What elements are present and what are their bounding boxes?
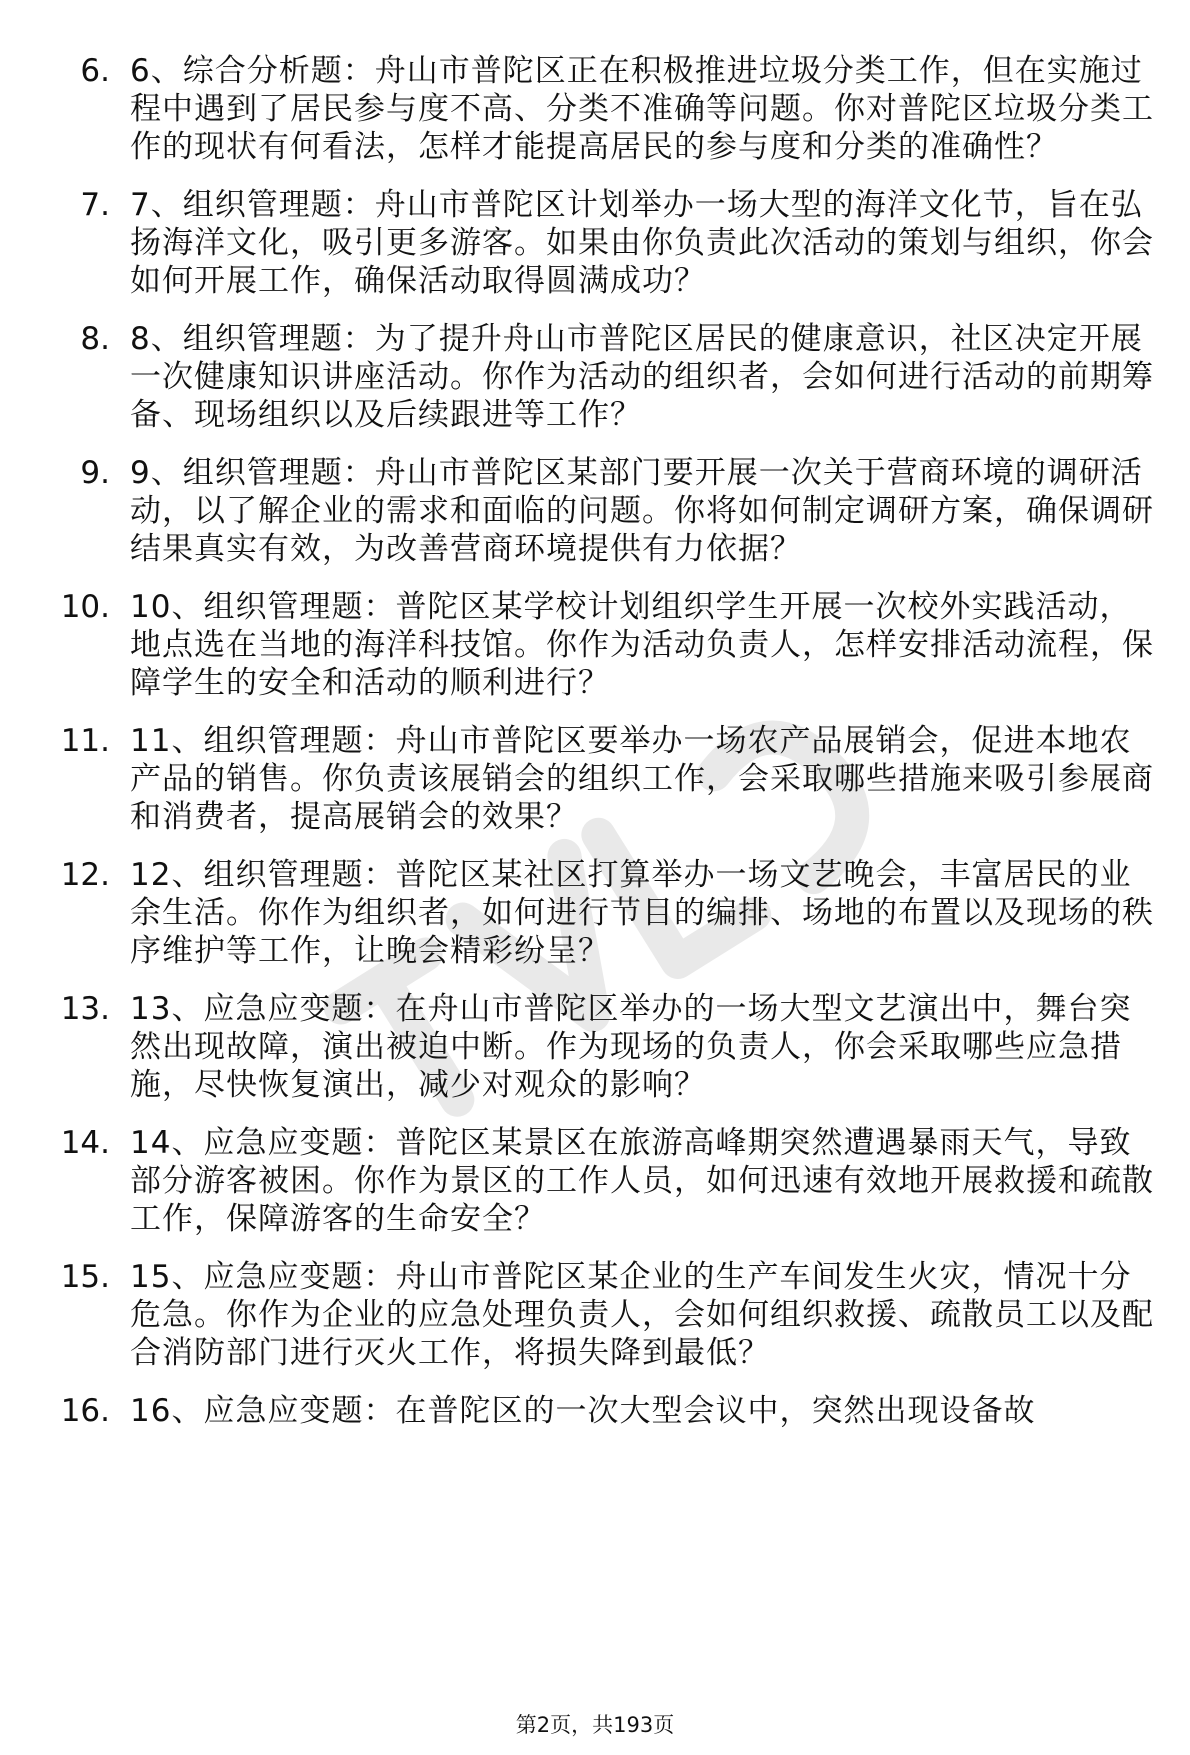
list-item xyxy=(0,1258,1190,1372)
list-item xyxy=(0,856,1190,970)
list-item xyxy=(0,320,1190,434)
list-item xyxy=(0,186,1190,300)
list-item xyxy=(0,52,1190,166)
question-text: 14、应急应变题：普陀区某景区在旅游高峰期突然遭遇暴雨天气，导致部分游客被困。你作为景区的工作人员，如何迅速有效地开展救援和疏散工作，保障游客的生命安全？ xyxy=(130,1125,1154,1237)
list-item xyxy=(0,990,1190,1104)
question-number: 8. xyxy=(80,321,110,357)
list-item xyxy=(0,1392,1190,1430)
question-number: 9. xyxy=(80,455,110,491)
question-text: 9、组织管理题：舟山市普陀区某部门要开展一次关于营商环境的调研活动，以了解企业的需求和面临的问题。你将如何制定调研方案，确保调研结果真实有效，为改善营商环境提供有力依据？ xyxy=(130,455,1154,567)
question-number: 11. xyxy=(60,723,110,759)
question-text: 15、应急应变题：舟山市普陀区某企业的生产车间发生火灾，情况十分危急。你作为企业的应急处理负责人，会如何组织救援、疏散员工以及配合消防部门进行灭火工作，将损失降到最低？ xyxy=(130,1259,1154,1371)
question-text: 8、组织管理题：为了提升舟山市普陀区居民的健康意识，社区决定开展一次健康知识讲座活动。你作为活动的组织者，会如何进行活动的前期筹备、现场组织以及后续跟进等工作？ xyxy=(130,321,1154,433)
page-footer xyxy=(0,1712,1190,1738)
question-text: 12、组织管理题：普陀区某社区打算举办一场文艺晚会，丰富居民的业余生活。你作为组织者，如何进行节目的编排、场地的布置以及现场的秩序维护等工作，让晚会精彩纷呈？ xyxy=(130,857,1154,969)
question-number: 13. xyxy=(60,991,110,1027)
question-number: 12. xyxy=(60,857,110,893)
question-number: 10. xyxy=(60,589,110,625)
question-text: 6、综合分析题：舟山市普陀区正在积极推进垃圾分类工作，但在实施过程中遇到了居民参与度不高、分类不准确等问题。你对普陀区垃圾分类工作的现状有何看法，怎样才能提高居民的参与度和分类的准确性？ xyxy=(130,53,1154,165)
question-number: 7. xyxy=(80,187,110,223)
question-number: 6. xyxy=(80,53,110,89)
question-number: 14. xyxy=(60,1125,110,1161)
question-text: 10、组织管理题：普陀区某学校计划组织学生开展一次校外实践活动，地点选在当地的海洋科技馆。你作为活动负责人，怎样安排活动流程，保障学生的安全和活动的顺利进行？ xyxy=(130,589,1154,701)
list-item xyxy=(0,454,1190,568)
list-item xyxy=(0,1124,1190,1238)
question-text: 16、应急应变题：在普陀区的一次大型会议中，突然出现设备故 xyxy=(130,1393,1036,1429)
question-number: 16. xyxy=(60,1393,110,1429)
question-text: 7、组织管理题：舟山市普陀区计划举办一场大型的海洋文化节，旨在弘扬海洋文化，吸引更多游客。如果由你负责此次活动的策划与组织，你会如何开展工作，确保活动取得圆满成功？ xyxy=(130,187,1154,299)
question-number: 15. xyxy=(60,1259,110,1295)
question-text: 11、组织管理题：舟山市普陀区要举办一场农产品展销会，促进本地农产品的销售。你负责该展销会的组织工作，会采取哪些措施来吸引参展商和消费者，提高展销会的效果？ xyxy=(130,723,1154,835)
question-list xyxy=(0,52,1190,1450)
list-item xyxy=(0,588,1190,702)
question-text: 13、应急应变题：在舟山市普陀区举办的一场大型文艺演出中，舞台突然出现故障，演出被迫中断。作为现场的负责人，你会采取哪些应急措施，尽快恢复演出，减少对观众的影响？ xyxy=(130,991,1132,1103)
list-item xyxy=(0,722,1190,836)
page-number-label: 第2页，共193页 xyxy=(515,1713,675,1737)
